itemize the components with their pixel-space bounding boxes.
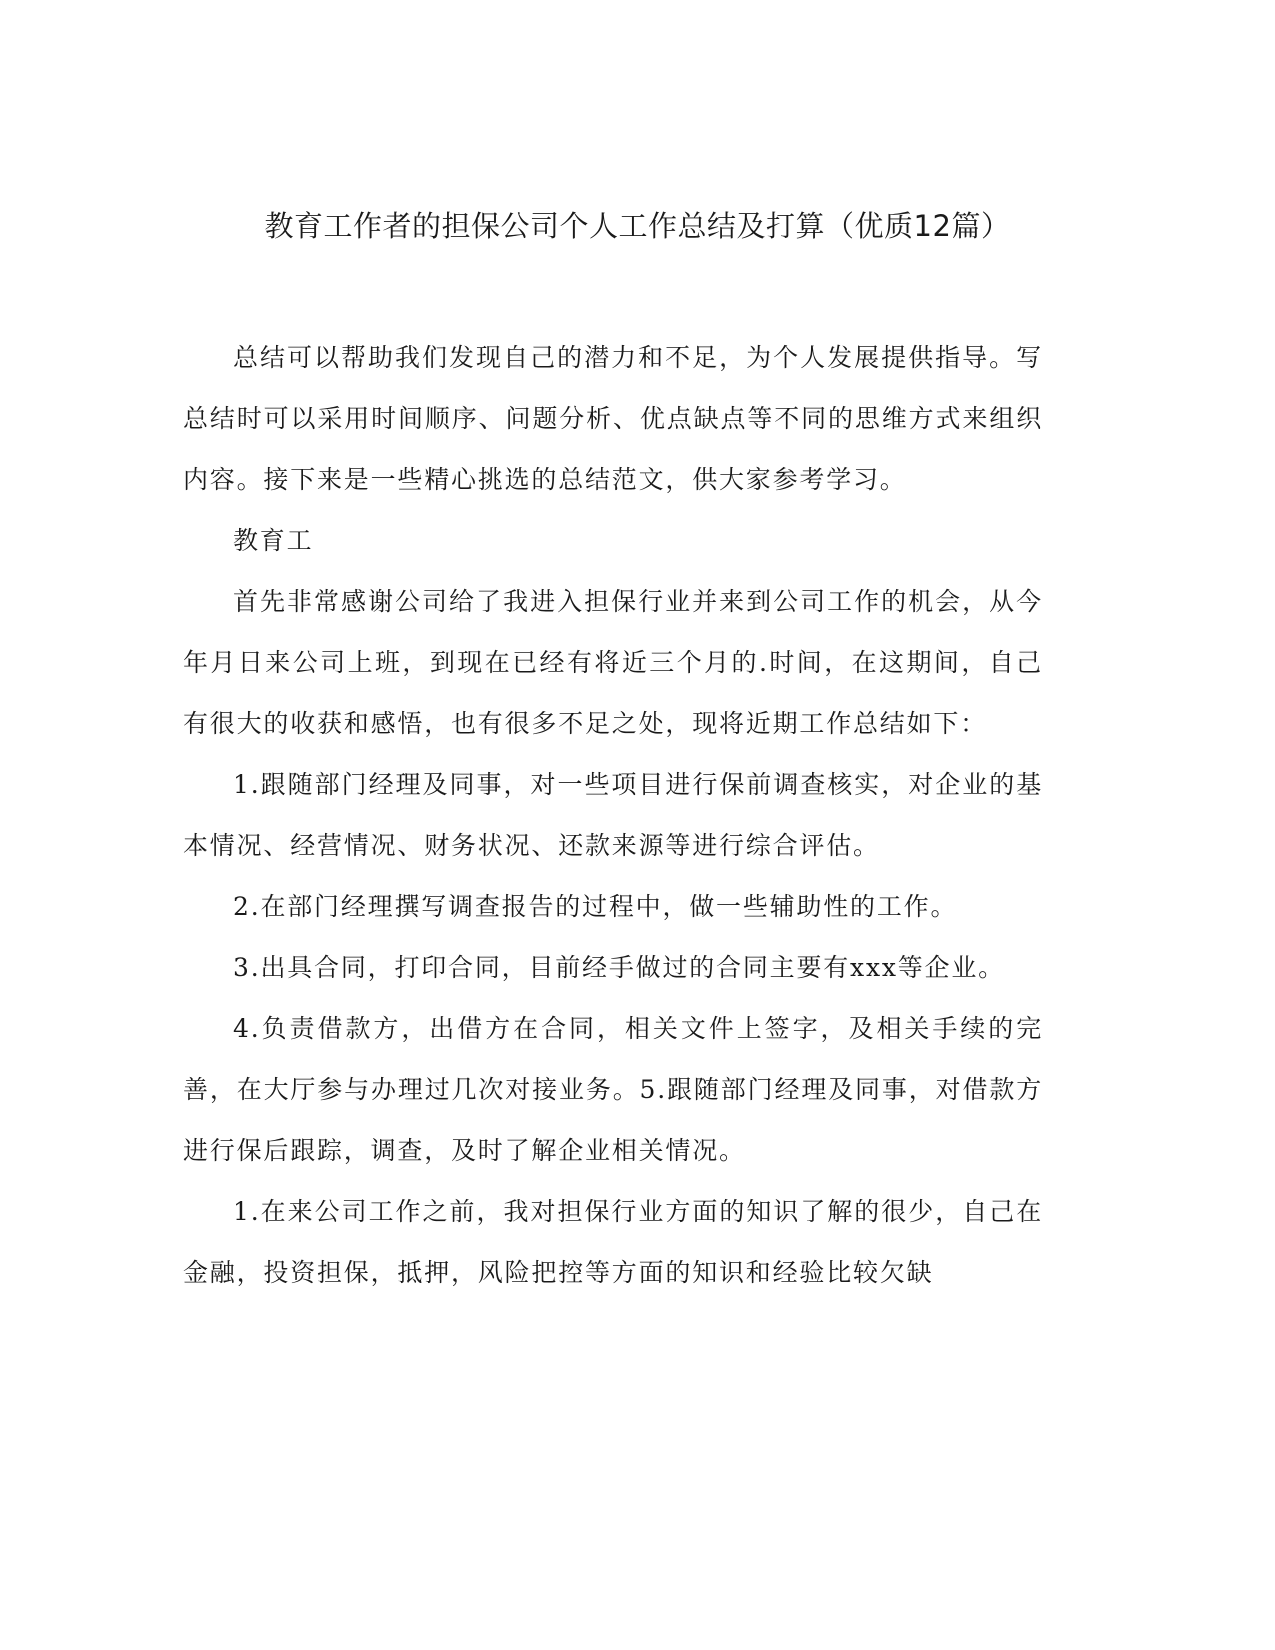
work-item-3: 3.出具合同，打印合同，目前经手做过的合同主要有xxx等企业。 xyxy=(233,953,1005,982)
work-item-4-5: 4.负责借款方，出借方在合同，相关文件上签字，及相关手续的完善，在大厅参与办理过几次对接业务。5.跟随部门经理及同事，对借款方进行保后跟踪，调查，及时了解企业相关情况。 xyxy=(183,1014,1043,1165)
document-title: 教育工作者的担保公司个人工作总结及打算（优质12篇） xyxy=(264,209,1011,243)
work-item-1: 1.跟随部门经理及同事，对一些项目进行保前调查核实，对企业的基本情况、经营情况、财务状况、还款来源等进行综合评估。 xyxy=(183,770,1043,860)
reflection-item-1: 1.在来公司工作之前，我对担保行业方面的知识了解的很少，自己在金融，投资担保，抵押，风险把控等方面的知识和经验比较欠缺 xyxy=(183,1197,1043,1287)
section-heading: 教育工 xyxy=(233,526,314,555)
document-body xyxy=(183,327,1043,1303)
work-item-2: 2.在部门经理撰写调查报告的过程中，做一些辅助性的工作。 xyxy=(233,892,958,921)
opening-paragraph: 首先非常感谢公司给了我进入担保行业并来到公司工作的机会，从今年月日来公司上班，到现在已经有将近三个月的.时间，在这期间，自己有很大的收获和感悟，也有很多不足之处，现将近期工作总结如下： xyxy=(183,587,1043,738)
intro-paragraph: 总结可以帮助我们发现自己的潜力和不足，为个人发展提供指导。写总结时可以采用时间顺序、问题分析、优点缺点等不同的思维方式来组织内容。接下来是一些精心挑选的总结范文，供大家参考学习。 xyxy=(183,343,1043,494)
